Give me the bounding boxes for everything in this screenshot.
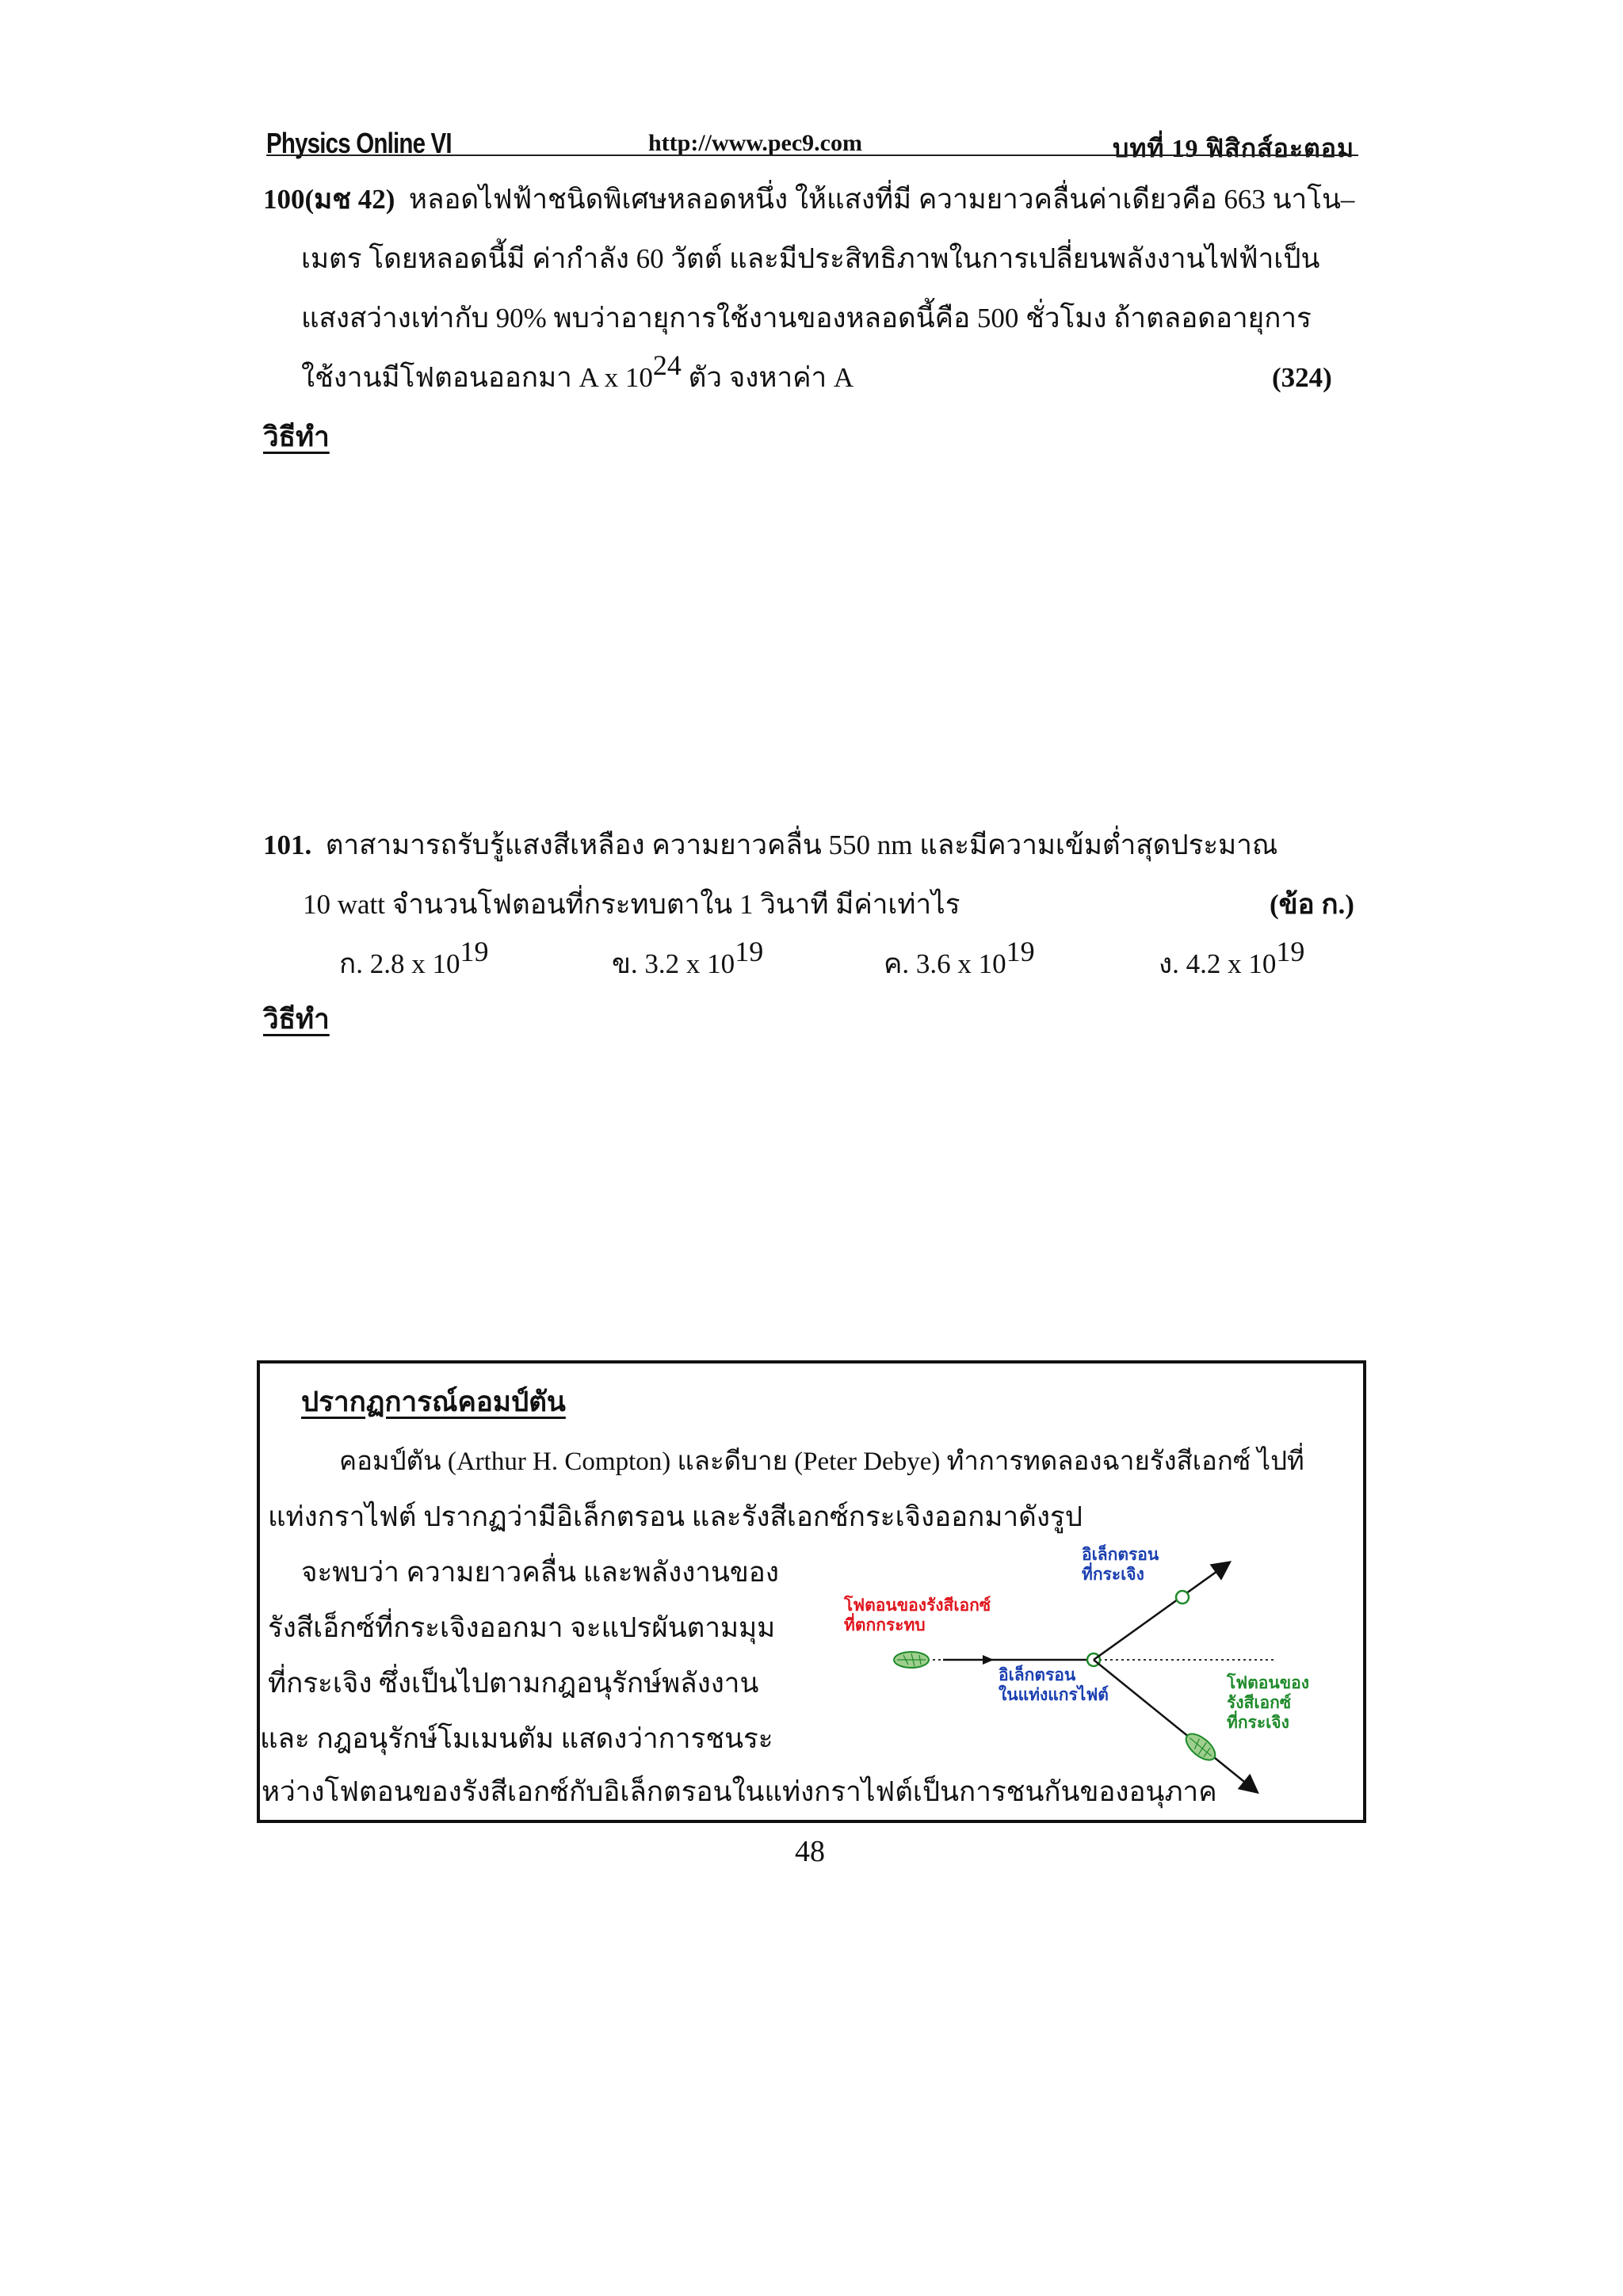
compton-text-3: จะพบว่า ความยาวคลื่น และพลังงานของ [301, 1557, 779, 1588]
header-chapter: บทที่ 19 ฟิสิกส์อะตอม [1113, 134, 1355, 162]
compton-text-5: ที่กระเจิง ซึ่งเป็นไปตามกฎอนุรักษ์พลังงาน [268, 1668, 759, 1699]
compton-text-2: แท่งกราไฟต์ ปรากฏว่ามีอิเล็กตรอน และรังสีเอกซ์กระเจิงออกมาดังรูป [268, 1501, 1083, 1532]
compton-text-1: คอมป์ตัน (Arthur H. Compton) และดีบาย (Peter Debye) ทำการทดลองฉายรังสีเอกซ์ ไปที่ [339, 1447, 1304, 1476]
label-incident-photon-1: โฟตอนของรังสีเอกซ์ [844, 1596, 991, 1615]
label-scattered-photon-1: โฟตอนของ [1227, 1674, 1309, 1692]
q101-choice-a: ก. 2.8 x $10^{19}$ [339, 936, 489, 979]
q100-text-4b: ตัว จงหาค่า A [681, 362, 854, 393]
label-scattered-electron-2: ที่กระเจิง [1082, 1566, 1144, 1584]
q101-choice-b: ข. 3.2 x $10^{19}$ [612, 936, 764, 979]
q101-answer: (ข้อ ก.) [1270, 889, 1354, 920]
q101-text-2: 10 watt จำนวนโฟตอนที่กระทบตาใน 1 วินาที มีค่าเท่าไร [303, 889, 960, 920]
q101-choice-c: ค. 3.6 x $10^{19}$ [884, 936, 1035, 979]
label-scattered-photon-3: ที่กระเจิง [1227, 1714, 1289, 1732]
q100-text-2: เมตร โดยหลอดนี้มี ค่ากำลัง 60 วัตต์ และมีประสิทธิภาพในการเปลี่ยนพลังงานไฟฟ้าเป็น [301, 243, 1320, 274]
q100-answer: (324) [1272, 362, 1332, 393]
compton-diagram [832, 1539, 1309, 1801]
scattered-electron-icon [1176, 1591, 1189, 1604]
q100-solution-label: วิธีทำ [263, 421, 330, 452]
q101-line-1 [263, 828, 1277, 863]
label-scattered-electron-1: อิเล็กตรอน [1082, 1546, 1159, 1564]
label-graphite-electron-2: ในแท่งแกรไฟต์ [999, 1686, 1109, 1704]
header-title: Physics Online VI [266, 127, 452, 159]
header-url: http://www.pec9.com [648, 130, 862, 156]
q100-number: 100(มช 42) [263, 184, 395, 215]
q100-text-4a: ใช้งานมีโฟตอนออกมา A x 10 [301, 362, 653, 393]
label-scattered-photon-2: รังสีเอกซ์ [1227, 1694, 1292, 1712]
q101-text-1: ตาสามารถรับรู้แสงสีเหลือง ความยาวคลื่น 550 nm และมีความเข้มต่ำสุดประมาณ [325, 830, 1278, 860]
label-graphite-electron-1: อิเล็กตรอน [999, 1666, 1076, 1684]
q100-text-3: แสงสว่างเท่ากับ 90% พบว่าอายุการใช้งานของหลอดนี้คือ 500 ชั่วโมง ถ้าตลอดอายุการ [301, 303, 1312, 334]
incident-arrow-icon [983, 1655, 994, 1665]
q100-line-1 [263, 182, 1354, 217]
compton-text-7: หว่างโฟตอนของรังสีเอกซ์กับอิเล็กตรอนในแท่งกราไฟต์เป็นการชนกันของอนุภาค [262, 1776, 1217, 1807]
compton-text-4: รังสีเอ็กซ์ที่กระเจิงออกมา จะแปรผันตามมุม [268, 1612, 776, 1643]
page-number: 48 [795, 1835, 825, 1868]
compton-text-6: และ กฎอนุรักษ์โมเมนตัม แสดงว่าการชนระ [260, 1723, 773, 1754]
q101-number: 101. [263, 830, 312, 860]
label-incident-photon-2: ที่ตกกระทบ [844, 1616, 926, 1634]
compton-title: ปรากฏการณ์คอมป์ตัน [301, 1386, 566, 1417]
header-rule [266, 154, 1358, 156]
q100-line-4 [301, 349, 854, 395]
q101-solution-label: วิธีทำ [263, 1004, 330, 1035]
q101-choice-d: ง. 4.2 x $10^{19}$ [1159, 936, 1305, 979]
q100-exponent: 24 [652, 349, 682, 381]
q100-text-1: หลอดไฟฟ้าชนิดพิเศษหลอดหนึ่ง ให้แสงที่มี ความยาวคลื่นค่าเดียวคือ 663 นาโน– [408, 184, 1355, 215]
